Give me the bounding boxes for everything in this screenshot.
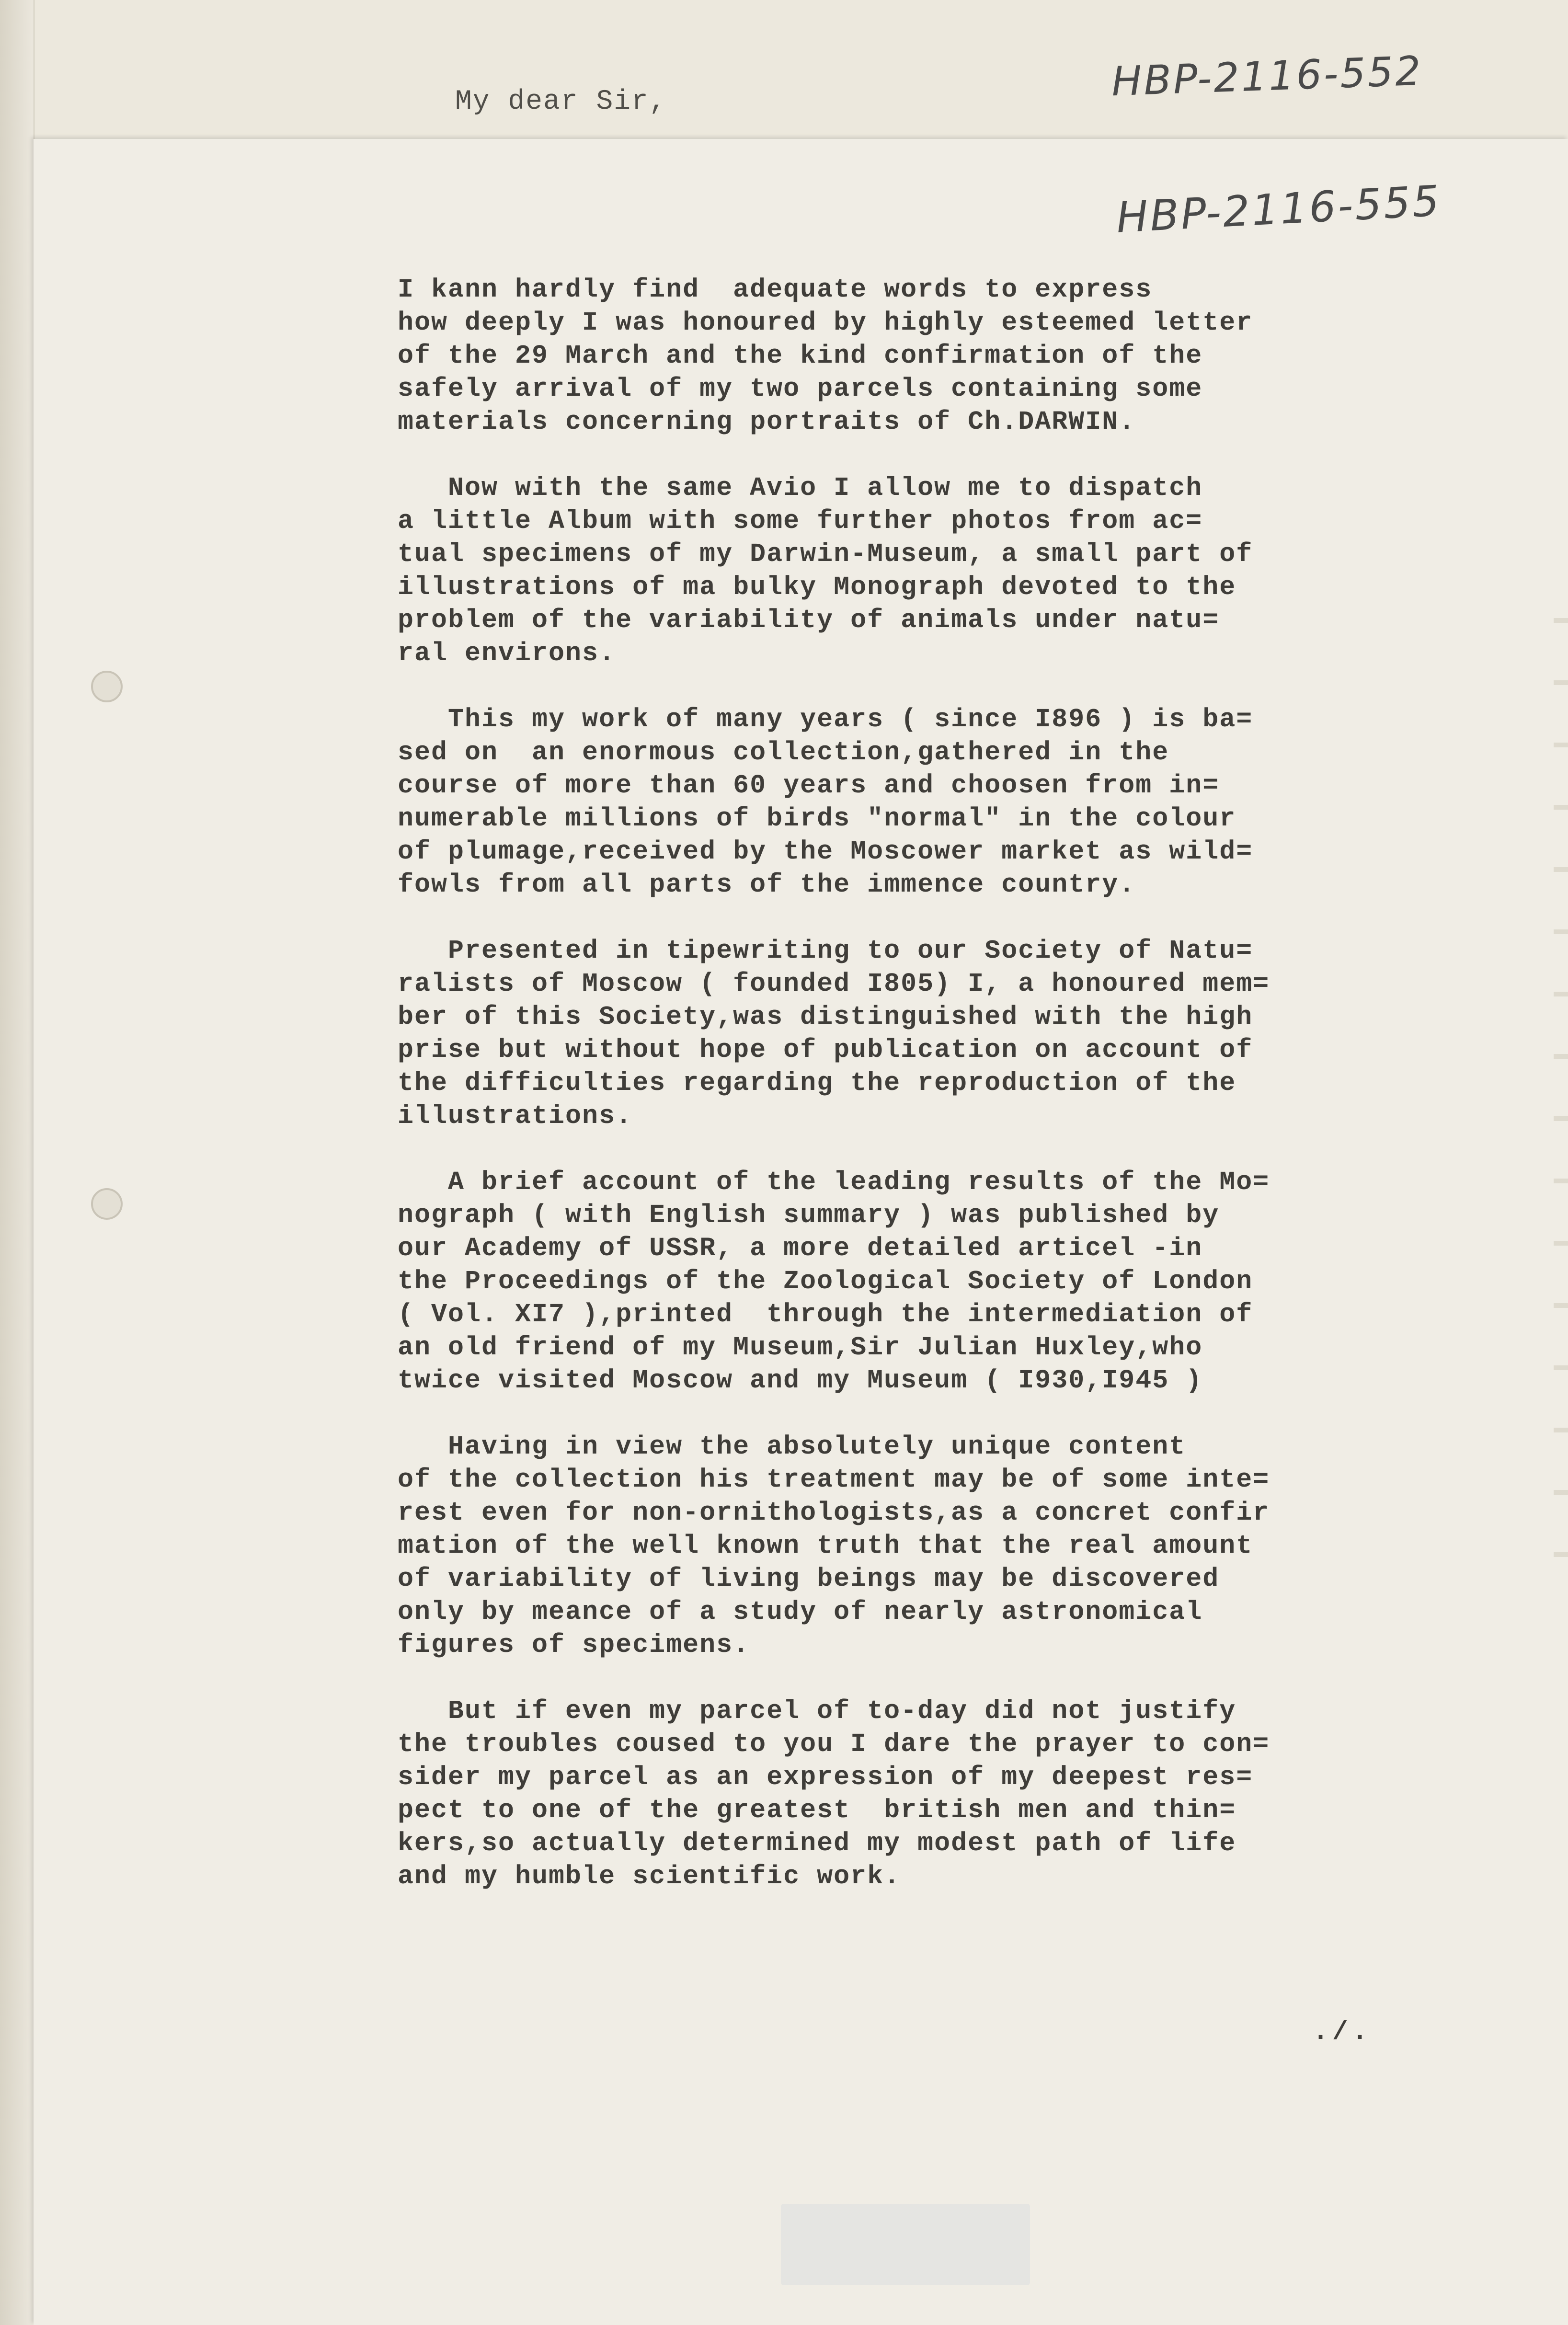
letter-line: pect to one of the greatest british men and thin= — [398, 1795, 1236, 1825]
letter-line: nograph ( with English summary ) was published by — [398, 1200, 1220, 1230]
letter-line: A brief account of the leading results of the Mo= — [398, 1167, 1270, 1197]
letter-line: sed on an enormous collection,gathered in the — [398, 737, 1169, 767]
letter-line: I kann hardly find adequate words to express — [398, 275, 1153, 305]
letter-line: twice visited Moscow and my Museum ( I930,I945 ) — [398, 1365, 1203, 1396]
letter-paragraph — [398, 471, 1528, 670]
letter-line: This my work of many years ( since I896 ) is ba= — [398, 704, 1253, 734]
back-sheet-archive-number: HBP-2116-552 — [1110, 47, 1424, 105]
letter-line: kers,so actually determined my modest path of life — [398, 1828, 1236, 1858]
letter-line: of plumage,received by the Moscower market as wild= — [398, 836, 1253, 867]
letter-line: illustrations. — [398, 1101, 633, 1131]
letter-line: ber of this Society,was distinguished with the high — [398, 1002, 1253, 1032]
letter-line: only by meance of a study of nearly astronomical — [398, 1597, 1203, 1627]
letter-line: figures of specimens. — [398, 1630, 750, 1660]
letter-line: the difficulties regarding the reproduction of the — [398, 1068, 1236, 1098]
punch-hole-bottom — [91, 1188, 123, 1220]
letter-line: a little Album with some further photos from ac= — [398, 506, 1203, 536]
letter-line: tual specimens of my Darwin-Museum, a small part of — [398, 539, 1253, 569]
letter-line: how deeply I was honoured by highly esteemed letter — [398, 308, 1253, 338]
letter-body — [398, 273, 1528, 1926]
letter-paragraph — [398, 934, 1528, 1133]
letter-line: Now with the same Avio I allow me to dispatch — [398, 473, 1203, 503]
front-sheet-archive-number: HBP-2116-555 — [1115, 176, 1442, 242]
letter-paragraph — [398, 1166, 1528, 1397]
back-sheet — [0, 0, 1568, 145]
letter-line: ( Vol. XI7 ),printed through the intermediation of — [398, 1299, 1253, 1329]
letter-line: of variability of living beings may be discovered — [398, 1564, 1220, 1594]
letter-paragraph — [398, 1430, 1528, 1661]
letter-line: fowls from all parts of the immence country. — [398, 870, 1136, 900]
letter-paragraph — [398, 1695, 1528, 1893]
letter-line: and my humble scientific work. — [398, 1861, 901, 1891]
letter-line: the troubles coused to you I dare the prayer to con= — [398, 1729, 1270, 1759]
letter-line: ral environs. — [398, 638, 616, 668]
letter-line: our Academy of USSR, a more detailed articel -in — [398, 1233, 1203, 1263]
letter-line: numerable millions of birds "normal" in the colour — [398, 803, 1236, 834]
page-edge-shadow — [1554, 561, 1568, 1567]
letter-line: Having in view the absolutely unique content — [398, 1432, 1186, 1462]
letter-line: Presented in tipewriting to our Society of Natu= — [398, 936, 1253, 966]
letter-paragraph — [398, 703, 1528, 901]
letter-paragraph — [398, 273, 1528, 438]
punch-hole-top — [91, 671, 123, 702]
letter-line: materials concerning portraits of Ch.DARWIN. — [398, 407, 1136, 437]
back-sheet-greeting: My dear Sir, — [455, 86, 667, 117]
letter-line: safely arrival of my two parcels containing some — [398, 374, 1203, 404]
letter-line: of the 29 March and the kind confirmation of the — [398, 341, 1203, 371]
letter-line: sider my parcel as an expression of my deepest res= — [398, 1762, 1253, 1792]
letter-line: an old friend of my Museum,Sir Julian Huxley,who — [398, 1332, 1203, 1363]
letter-line: But if even my parcel of to-day did not justify — [398, 1696, 1236, 1726]
letter-line: prise but without hope of publication on account of — [398, 1035, 1253, 1065]
letter-line: rest even for non-ornithologists,as a concret confir — [398, 1498, 1270, 1528]
letter-line: ralists of Moscow ( founded I805) I, a honoured mem= — [398, 969, 1270, 999]
faint-stamp — [781, 2204, 1030, 2285]
letter-line: illustrations of ma bulky Monograph devoted to the — [398, 572, 1236, 602]
letter-line: mation of the well known truth that the real amount — [398, 1531, 1253, 1561]
letter-line: the Proceedings of the Zoological Society of London — [398, 1266, 1253, 1296]
page-continuation-mark: ./. — [1313, 2017, 1372, 2047]
letter-line: of the collection his treatment may be of some inte= — [398, 1465, 1270, 1495]
letter-line: course of more than 60 years and choosen from in= — [398, 770, 1220, 801]
letter-line: problem of the variability of animals under natu= — [398, 605, 1220, 635]
folder-edge — [0, 0, 34, 2325]
